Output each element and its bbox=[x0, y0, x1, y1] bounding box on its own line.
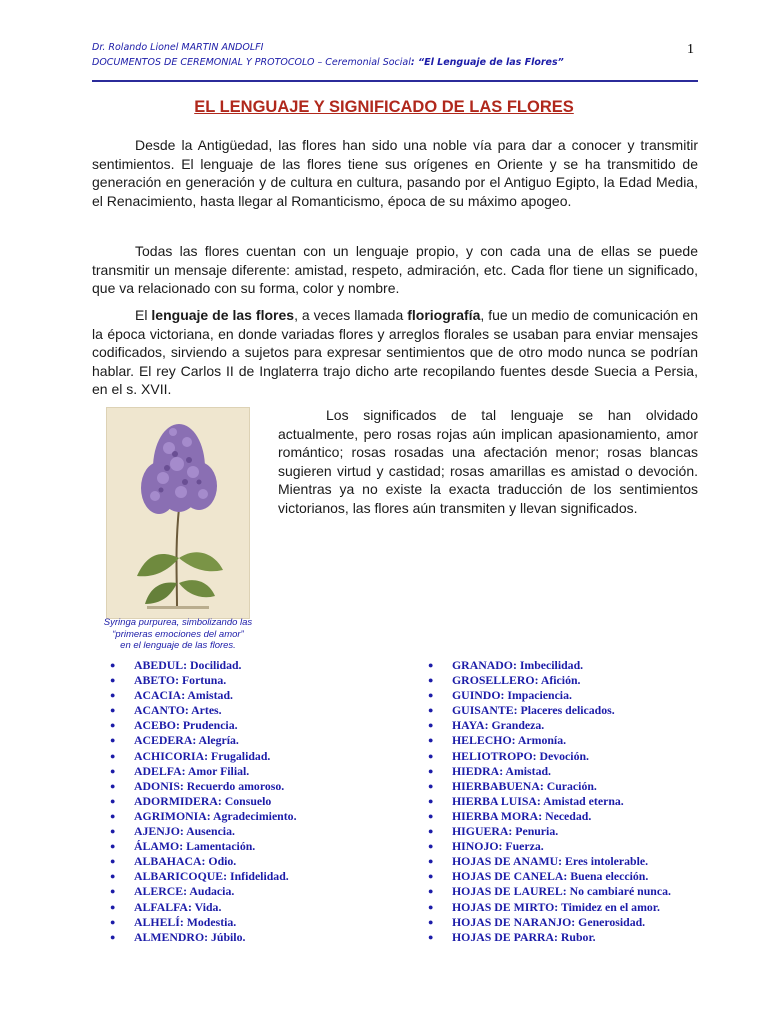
bullet-icon: ● bbox=[428, 901, 434, 912]
list-item bbox=[110, 854, 297, 869]
list-item bbox=[110, 915, 297, 930]
list-item bbox=[428, 839, 671, 854]
bullet-icon: ● bbox=[110, 705, 116, 716]
bullet-icon: ● bbox=[110, 826, 116, 837]
list-item bbox=[428, 658, 671, 673]
bullet-icon: ● bbox=[110, 916, 116, 927]
bullet-icon: ● bbox=[110, 931, 116, 942]
list-item-text: ACEDERA: Alegría. bbox=[134, 733, 239, 748]
list-item-text: ALFALFA: Vida. bbox=[134, 899, 222, 914]
bullet-icon: ● bbox=[110, 810, 116, 821]
list-item bbox=[110, 749, 297, 764]
list-item-text: HIGUERA: Penuria. bbox=[452, 824, 559, 839]
list-item-text: ÁLAMO: Lamentación. bbox=[134, 839, 256, 854]
list-item bbox=[428, 688, 671, 703]
bullet-icon: ● bbox=[428, 916, 434, 927]
list-item-text: HELIOTROPO: Devoción. bbox=[452, 748, 589, 763]
list-item-text: HOJAS DE NARANJO: Generosidad. bbox=[452, 914, 646, 929]
list-item-text: ALHELÍ: Modestia. bbox=[134, 914, 237, 929]
bullet-icon: ● bbox=[110, 750, 116, 761]
bullet-icon: ● bbox=[428, 795, 434, 806]
bullet-icon: ● bbox=[428, 705, 434, 716]
list-item-text: GUISANTE: Placeres delicados. bbox=[452, 703, 615, 718]
bullet-icon: ● bbox=[428, 826, 434, 837]
list-item bbox=[428, 764, 671, 779]
list-item bbox=[428, 930, 671, 945]
list-item bbox=[110, 688, 297, 703]
bullet-icon: ● bbox=[428, 750, 434, 761]
header-subtitle-highlight: “El Lenguaje de las Flores” bbox=[418, 57, 564, 68]
list-item-text: HIERBABUENA: Curación. bbox=[452, 778, 597, 793]
list-item-text: HIERBA LUISA: Amistad eterna. bbox=[452, 793, 624, 808]
p3-bold-term-2: floriografía bbox=[407, 307, 481, 323]
list-item-text: HELECHO: Armonía. bbox=[452, 733, 567, 748]
p3-text-3: , fue un medio de comunicación en la época victoriana, en donde variadas flores y arreglos florales se usaban para enviar mensajes codificados, sirviendo a sujetos para expresar sentimientos que de otro modo nunca se podrían hablar. El rey Carlos II de Inglaterra trajo dicho arte recopilando fuentes desde Suecia a Persia, en el s. XVII. bbox=[92, 307, 698, 397]
list-item bbox=[428, 809, 671, 824]
paragraph-intro: Desde la Antigüedad, las flores han sido una noble vía para dar a conocer y transmitir sentimientos. El lenguaje de las flores tiene sus orígenes en Oriente y se ha transmitido de generación en generación y de cultura en cultura, pasando por el Antiguo Egipto, la Edad Media, el Renacimiento, hasta llegar al Romanticismo, época de su máximo apogeo. bbox=[92, 137, 698, 209]
bullet-icon: ● bbox=[110, 660, 116, 670]
list-item bbox=[110, 839, 297, 854]
list-item bbox=[110, 869, 297, 884]
bullet-icon: ● bbox=[110, 780, 116, 791]
list-item-text: HOJAS DE LAUREL: No cambiaré nunca. bbox=[452, 884, 671, 899]
list-item-text: ABEDUL: Docilidad. bbox=[134, 658, 242, 672]
header-subtitle-prefix: DOCUMENTOS DE CEREMONIAL Y PROTOCOLO – Ceremonial Social bbox=[92, 57, 411, 68]
list-item-text: GROSELLERO: Afición. bbox=[452, 673, 581, 688]
list-item bbox=[428, 900, 671, 915]
list-item bbox=[428, 884, 671, 899]
list-item bbox=[428, 915, 671, 930]
list-item-text: HINOJO: Fuerza. bbox=[452, 839, 544, 854]
list-item bbox=[428, 673, 671, 688]
header-subtitle-sep: : bbox=[410, 57, 418, 68]
bullet-icon: ● bbox=[110, 856, 116, 867]
list-item-text: ALERCE: Audacia. bbox=[134, 884, 235, 899]
list-item-text: HOJAS DE MIRTO: Timidez en el amor. bbox=[452, 899, 660, 914]
bullet-icon: ● bbox=[110, 765, 116, 776]
list-item-text: HIEDRA: Amistad. bbox=[452, 763, 551, 778]
list-item bbox=[428, 749, 671, 764]
list-item-text: ADORMIDERA: Consuelo bbox=[134, 793, 272, 808]
list-item-text: ACACIA: Amistad. bbox=[134, 688, 233, 703]
list-item-text: AJENJO: Ausencia. bbox=[134, 824, 235, 839]
list-item-text: ACHICORIA: Frugalidad. bbox=[134, 748, 271, 763]
p3-bold-term-1: lenguaje de las flores bbox=[151, 307, 295, 323]
page-number: 1 bbox=[687, 42, 694, 57]
list-item-text: HAYA: Grandeza. bbox=[452, 718, 545, 733]
bullet-icon: ● bbox=[428, 720, 434, 731]
lilac-illustration bbox=[106, 407, 250, 619]
list-item-text: ACANTO: Artes. bbox=[134, 703, 222, 718]
bullet-icon: ● bbox=[110, 735, 116, 746]
list-item bbox=[428, 718, 671, 733]
list-item-text: HOJAS DE PARRA: Rubor. bbox=[452, 929, 596, 944]
list-item bbox=[110, 779, 297, 794]
bullet-icon: ● bbox=[110, 690, 116, 701]
bullet-icon: ● bbox=[428, 886, 434, 897]
bullet-icon: ● bbox=[110, 886, 116, 897]
list-item bbox=[428, 703, 671, 718]
list-item-text: HIERBA MORA: Necedad. bbox=[452, 808, 592, 823]
flower-list-left bbox=[110, 658, 297, 945]
bullet-icon: ● bbox=[428, 675, 434, 686]
bullet-icon: ● bbox=[110, 795, 116, 806]
list-item-text: ADELFA: Amor Filial. bbox=[134, 763, 250, 778]
list-item-text: GRANADO: Imbecilidad. bbox=[452, 658, 584, 672]
bullet-icon: ● bbox=[110, 675, 116, 686]
list-item bbox=[428, 779, 671, 794]
list-item bbox=[110, 824, 297, 839]
flower-list-right bbox=[428, 658, 671, 945]
page-title: EL LENGUAJE Y SIGNIFICADO DE LAS FLORES bbox=[194, 98, 574, 116]
document-header bbox=[92, 40, 698, 82]
list-item-text: AGRIMONIA: Agradecimiento. bbox=[134, 808, 297, 823]
list-item bbox=[110, 809, 297, 824]
list-item bbox=[110, 733, 297, 748]
bullet-icon: ● bbox=[428, 856, 434, 867]
paragraph-meanings: Los significados de tal lenguaje se han olvidado actualmente, pero rosas rojas aún implican apasionamiento, amor romántico; rosas rosadas una afectación menor; rosas blancas sugieren virtud y castidad; rosas amarillas es amistad o devoción. Mientras ya no existe la exacta traducción de los sentimientos victorianos, las flores aún transmiten y llevan significados. bbox=[278, 407, 698, 516]
bullet-icon: ● bbox=[428, 780, 434, 791]
list-item bbox=[428, 824, 671, 839]
list-item-text: ABETO: Fortuna. bbox=[134, 673, 227, 688]
list-item bbox=[110, 703, 297, 718]
p3-text-1: El bbox=[135, 307, 152, 323]
list-item-text: ALMENDRO: Júbilo. bbox=[134, 929, 246, 944]
list-item bbox=[110, 930, 297, 945]
list-item bbox=[110, 900, 297, 915]
list-item bbox=[110, 764, 297, 779]
list-item-text: HOJAS DE CANELA: Buena elección. bbox=[452, 869, 649, 884]
bullet-icon: ● bbox=[428, 660, 434, 670]
bullet-icon: ● bbox=[428, 931, 434, 942]
header-subtitle bbox=[92, 55, 698, 70]
bullet-icon: ● bbox=[428, 765, 434, 776]
list-item-text: ALBARICOQUE: Infidelidad. bbox=[134, 869, 289, 884]
bullet-icon: ● bbox=[428, 690, 434, 701]
bullet-icon: ● bbox=[110, 841, 116, 852]
list-item-text: HOJAS DE ANAMU: Eres intolerable. bbox=[452, 854, 649, 869]
list-item-text: GUINDO: Impaciencia. bbox=[452, 688, 572, 703]
list-item bbox=[110, 673, 297, 688]
bullet-icon: ● bbox=[110, 901, 116, 912]
list-item bbox=[110, 884, 297, 899]
p3-text-2: , a veces llamada bbox=[294, 307, 408, 323]
caption-line-1: Syringa purpurea, simbolizando las bbox=[103, 617, 253, 628]
header-author: Dr. Rolando Lionel MARTIN ANDOLFI bbox=[92, 42, 264, 53]
list-item bbox=[428, 854, 671, 869]
list-item bbox=[110, 718, 297, 733]
list-item bbox=[110, 794, 297, 809]
list-item bbox=[428, 794, 671, 809]
bullet-icon: ● bbox=[428, 735, 434, 746]
paragraph-floriography bbox=[92, 306, 698, 399]
list-item-text: ACEBO: Prudencia. bbox=[134, 718, 238, 733]
bullet-icon: ● bbox=[428, 810, 434, 821]
list-item-text: ADONIS: Recuerdo amoroso. bbox=[134, 778, 285, 793]
list-item-text: ALBAHACA: Odio. bbox=[134, 854, 237, 869]
figure-caption bbox=[78, 617, 278, 652]
list-item bbox=[428, 869, 671, 884]
caption-line-3: en el lenguaje de las flores. bbox=[120, 640, 236, 651]
list-item bbox=[428, 733, 671, 748]
bullet-icon: ● bbox=[110, 720, 116, 731]
lilac-drawing bbox=[107, 408, 249, 618]
bullet-icon: ● bbox=[428, 871, 434, 882]
list-item bbox=[110, 658, 297, 673]
caption-line-2: “primeras emociones del amor” bbox=[112, 628, 244, 640]
bullet-icon: ● bbox=[110, 871, 116, 882]
paragraph-language: Todas las flores cuentan con un lenguaje propio, y con cada una de ellas se puede transmitir un mensaje diferente: amistad, respeto, admiración, etc. Cada flor tiene un significado, que va relacionado con su forma, color y nombre. bbox=[92, 243, 698, 296]
bullet-icon: ● bbox=[428, 841, 434, 852]
